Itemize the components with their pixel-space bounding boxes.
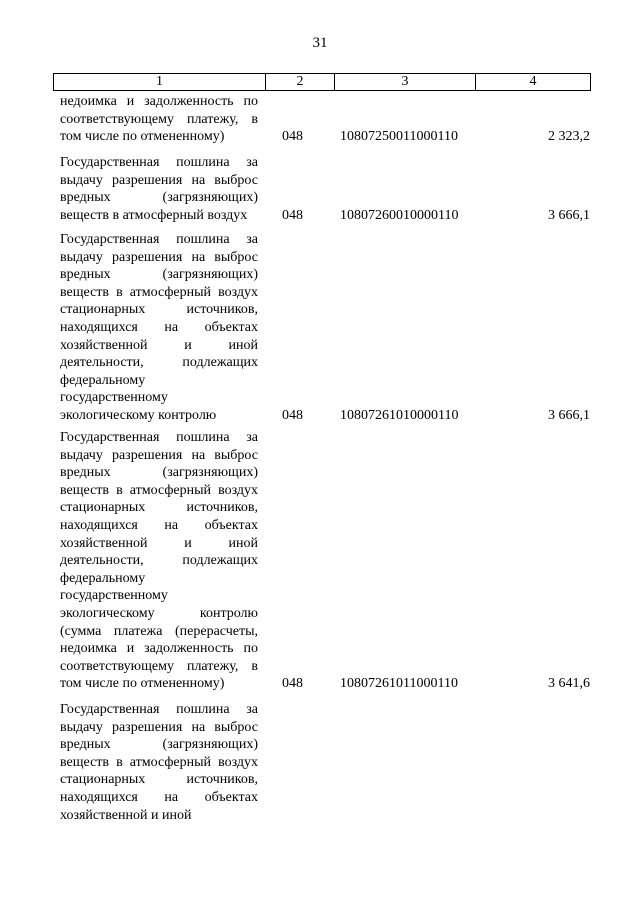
description-line: выдачу разрешения на выброс	[60, 172, 258, 188]
description-line: экологическому контролю	[60, 605, 258, 621]
description-line: недоимка и задолженность по	[60, 94, 258, 109]
table-row	[60, 701, 590, 824]
table-row	[60, 429, 590, 693]
kbk-code: 10807261011000110	[340, 676, 458, 692]
description-line: федеральному	[60, 570, 146, 586]
description-line: выдачу разрешения на выброс	[60, 719, 258, 735]
description-line: находящихся на объектах	[60, 517, 258, 533]
amount-value: 2 323,2	[548, 129, 590, 145]
row-description	[60, 231, 258, 425]
page-number: 31	[312, 35, 328, 51]
header-col-4: 4	[529, 74, 537, 89]
row-description	[60, 93, 258, 146]
description-line: хозяйственной и иной	[60, 337, 258, 353]
description-line: веществ в атмосферный воздух	[60, 754, 258, 770]
agency-code: 048	[282, 207, 303, 223]
row-description	[60, 701, 258, 824]
description-line: экологическому контролю	[60, 407, 217, 423]
description-line: находящихся на объектах	[60, 319, 258, 335]
description-line: Государственная пошлина за	[60, 430, 258, 445]
description-line: хозяйственной и иной	[60, 807, 192, 823]
description-line: недоимка и задолженность по	[60, 641, 258, 657]
table-row	[60, 93, 590, 146]
header-col-3: 3	[335, 74, 476, 90]
description-line: (сумма платежа (перерасчеты,	[60, 623, 258, 639]
description-line: находящихся на объектах	[60, 789, 258, 805]
description-line: Государственная пошлина за	[60, 232, 258, 247]
row-description	[60, 154, 258, 224]
description-line: Государственная пошлина за	[60, 702, 258, 717]
description-line: стационарных источников,	[60, 500, 258, 516]
description-line: стационарных источников,	[60, 772, 258, 788]
description-line: том числе по отмененному)	[60, 676, 225, 692]
description-line: федеральному	[60, 372, 146, 388]
amount-value: 3 641,6	[548, 676, 590, 692]
description-line: вредных (загрязняющих)	[60, 465, 258, 481]
amount-value: 3 666,1	[548, 407, 590, 423]
description-line: деятельности, подлежащих	[60, 553, 258, 569]
description-line: деятельности, подлежащих	[60, 355, 258, 371]
table-header	[53, 73, 591, 91]
amount-value: 3 666,1	[548, 207, 590, 223]
description-line: веществ в атмосферный воздух	[60, 207, 248, 223]
agency-code: 048	[282, 407, 303, 423]
agency-code: 048	[282, 129, 303, 145]
description-line: выдачу разрешения на выброс	[60, 249, 258, 265]
header-col-1: 1	[54, 74, 266, 90]
description-line: соответствующему платежу, в	[60, 111, 258, 127]
row-description	[60, 429, 258, 693]
kbk-code: 10807250011000110	[340, 129, 458, 145]
table-row	[60, 231, 590, 425]
description-line: веществ в атмосферный воздух	[60, 482, 258, 498]
description-line: стационарных источников,	[60, 302, 258, 318]
header-col-2: 2	[266, 74, 335, 90]
description-line: соответствующему платежу, в	[60, 658, 258, 674]
description-line: государственному	[60, 390, 168, 406]
description-line: том числе по отмененному)	[60, 129, 225, 145]
kbk-code: 10807260010000110	[340, 207, 459, 223]
description-line: вредных (загрязняющих)	[60, 267, 258, 283]
table-row	[60, 154, 590, 224]
description-line: выдачу разрешения на выброс	[60, 447, 258, 463]
description-line: государственному	[60, 588, 168, 604]
agency-code: 048	[282, 676, 303, 692]
description-line: Государственная пошлина за	[60, 155, 258, 170]
description-line: вредных (загрязняющих)	[60, 737, 258, 753]
description-line: веществ в атмосферный воздух	[60, 284, 258, 300]
description-line: хозяйственной и иной	[60, 535, 258, 551]
kbk-code: 10807261010000110	[340, 407, 459, 423]
description-line: вредных (загрязняющих)	[60, 190, 258, 206]
